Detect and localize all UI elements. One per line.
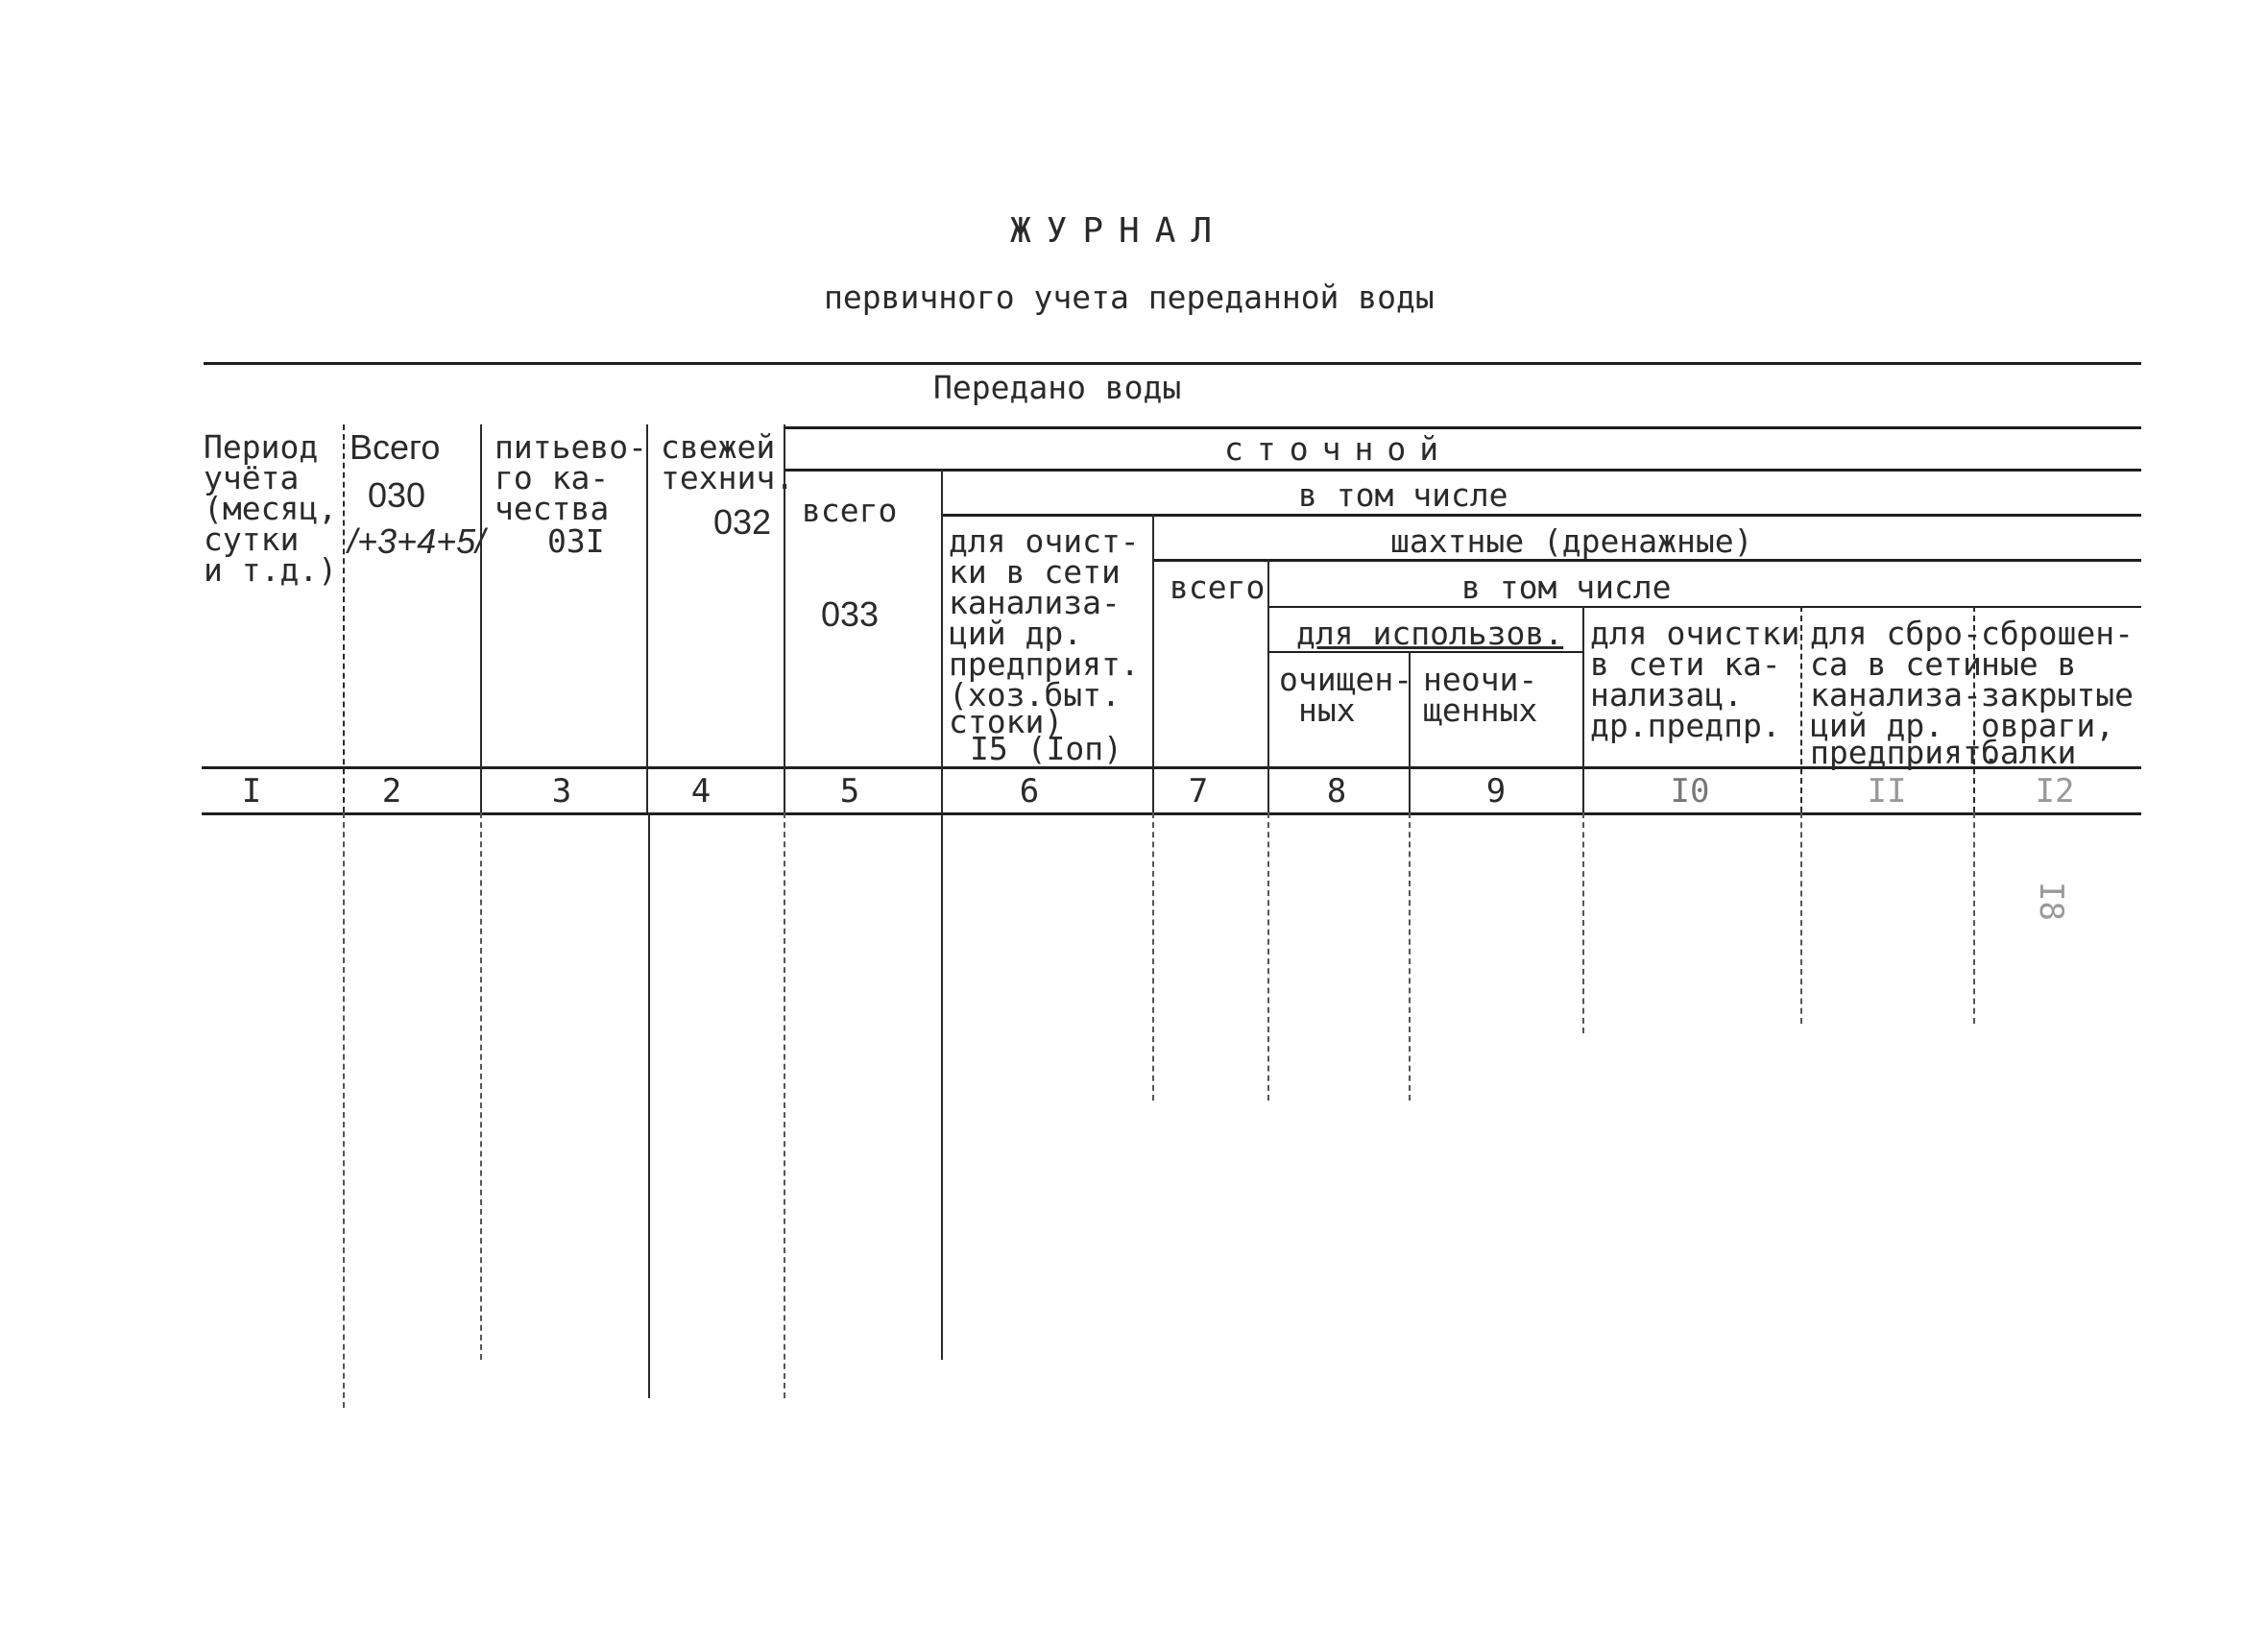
- mine-incl-rule: [1267, 606, 2141, 608]
- municipal-line-3: канализа-: [949, 584, 1121, 621]
- cleaned-line-1: очищен-: [1279, 661, 1413, 698]
- for-discharge-line-2: са в сети: [1810, 645, 1982, 683]
- waste-incl-label: в том числе: [1298, 476, 1508, 514]
- document-subtitle: первичного учета переданной воды: [824, 278, 1435, 316]
- table-top-rule: [204, 362, 2141, 365]
- col-num-2: 2: [381, 772, 402, 810]
- col-num-1: I: [241, 772, 262, 810]
- for-discharge-line-5: предприят.: [1810, 734, 2001, 771]
- for-cleaning-line-4: др.предпр.: [1590, 707, 1781, 744]
- body-divider-2: [480, 812, 482, 1360]
- municipal-line-4: ций др.: [949, 615, 1083, 652]
- waste-label: сточной: [1224, 430, 1453, 468]
- mine-incl-label: в том числе: [1461, 568, 1672, 606]
- drinking-line-3: чества: [495, 490, 610, 527]
- municipal-line-2: ки в сети: [949, 553, 1121, 591]
- for-cleaning-line-1: для очистки: [1590, 615, 1800, 652]
- col-num-6: 6: [1019, 772, 1040, 810]
- body-divider-8: [1409, 812, 1411, 1101]
- col-num-3: 3: [551, 772, 572, 810]
- for-cleaning-line-2: в сети ка-: [1590, 645, 1781, 683]
- waste-total-code: 033: [821, 594, 880, 634]
- body-divider-6: [1152, 812, 1154, 1101]
- waste-header-rule: [784, 469, 2141, 472]
- body-divider-3: [648, 812, 650, 1398]
- body-divider-11: [1973, 812, 1975, 1024]
- body-divider-5: [941, 812, 943, 1360]
- main-header: Передано воды: [933, 369, 1182, 406]
- municipal-line-6: (хоз.быт.: [949, 676, 1121, 714]
- for-discharge-line-3: канализа-: [1810, 676, 1982, 714]
- col-divider-2: [480, 424, 482, 812]
- waste-total-label: всего: [802, 492, 898, 529]
- fresh-line-2: технич.: [661, 459, 795, 496]
- col-divider-6: [1152, 514, 1154, 812]
- period-line-4: сутки: [204, 520, 300, 558]
- col-divider-10: [1800, 606, 1802, 812]
- col-num-4: 4: [690, 772, 712, 810]
- discharged-line-4: овраги,: [1981, 707, 2115, 744]
- period-line-3: (месяц,: [204, 490, 338, 527]
- discharged-line-1: сброшен-: [1981, 615, 2134, 652]
- drinking-code: 03I: [547, 522, 605, 560]
- for-cleaning-line-3: нализац.: [1590, 676, 1743, 714]
- for-discharge-line-4: ций др.: [1810, 707, 1944, 744]
- main-header-rule: [784, 426, 2141, 429]
- discharged-line-3: закрытые: [1981, 676, 2134, 714]
- body-divider-10: [1800, 812, 1802, 1024]
- total-code: 030: [368, 475, 426, 515]
- col-divider-1: [343, 424, 345, 812]
- col-divider-7: [1267, 559, 1269, 812]
- discharged-line-2: ные в: [1981, 645, 2077, 683]
- discharged-line-5: балки: [1981, 734, 2077, 771]
- body-divider-9: [1582, 812, 1584, 1033]
- municipal-line-5: предприят.: [949, 645, 1140, 683]
- for-use-label: для использов.: [1296, 615, 1564, 652]
- fresh-line-1: свежей: [661, 428, 776, 466]
- cleaned-line-2: ных: [1298, 691, 1356, 729]
- mine-total-label: всего: [1170, 568, 1266, 606]
- col-divider-9: [1582, 606, 1584, 812]
- incl-rule: [941, 514, 2141, 517]
- period-line-1: Период: [204, 428, 319, 466]
- for-discharge-line-1: для сбро-: [1810, 615, 1982, 652]
- municipal-code: I5 (Iоп): [970, 730, 1122, 767]
- document-title: ЖУРНАЛ: [1010, 211, 1228, 251]
- col-num-9: 9: [1485, 772, 1507, 810]
- col-num-10: I0: [1670, 772, 1710, 810]
- col-num-11: II: [1867, 772, 1907, 810]
- uncleaned-line-1: неочи-: [1423, 661, 1538, 698]
- body-divider-4: [784, 812, 785, 1398]
- period-line-2: учёта: [204, 459, 300, 496]
- numbers-bottom-rule: [202, 812, 2141, 815]
- period-line-5: и т.д.): [204, 551, 338, 589]
- col-num-7: 7: [1188, 772, 1209, 810]
- col-num-12: I2: [2035, 772, 2075, 810]
- col-divider-3: [646, 424, 648, 812]
- side-page-stub: I8: [2032, 882, 2070, 921]
- body-divider-7: [1267, 812, 1269, 1101]
- col-num-8: 8: [1326, 772, 1347, 810]
- mine-label: шахтные (дренажные): [1390, 522, 1753, 560]
- col-divider-5: [941, 469, 943, 812]
- fresh-code: 032: [713, 502, 772, 542]
- drinking-line-1: питьево-: [495, 428, 647, 466]
- body-divider-1: [343, 812, 345, 1408]
- drinking-line-2: го ка-: [495, 459, 610, 496]
- municipal-line-7: стоки): [949, 703, 1064, 740]
- total-formula: /+3+4+5/: [348, 521, 486, 561]
- uncleaned-line-2: щенных: [1423, 691, 1538, 729]
- municipal-line-1: для очист-: [949, 522, 1140, 560]
- total-label: Всего: [350, 427, 441, 467]
- col-num-5: 5: [839, 772, 860, 810]
